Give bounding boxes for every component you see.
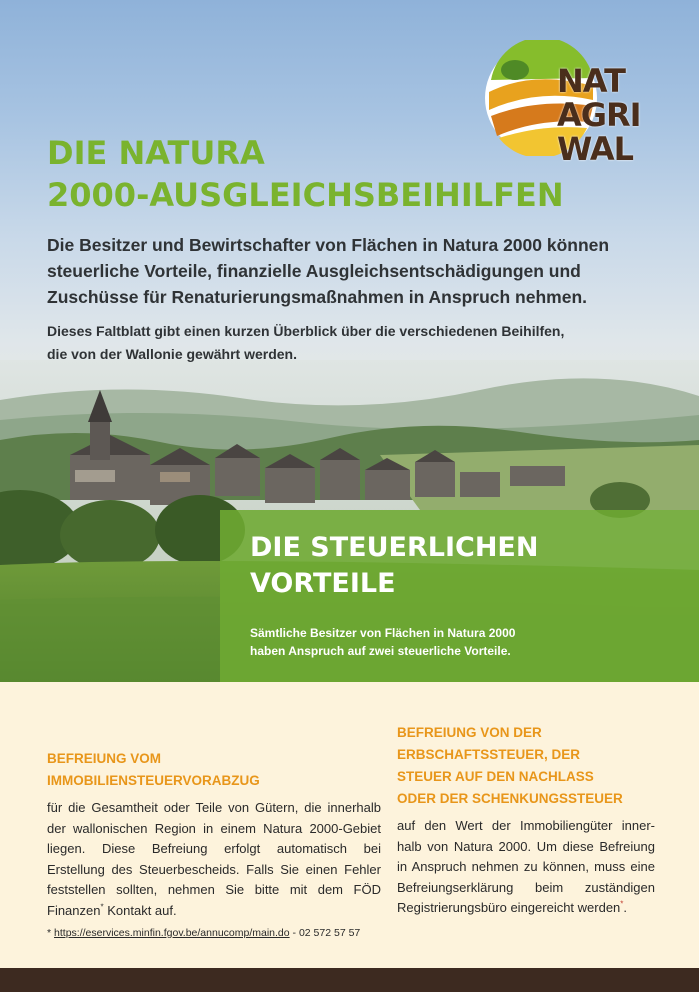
right-head-line-2: ERBSCHAFTSSTEUER, DER [397, 747, 581, 762]
footnote-phone: - 02 572 57 57 [289, 927, 361, 939]
lead-line-2: steuerliche Vorteile, finanzielle Ausgleichsentschädigungen und [47, 261, 581, 281]
left-body-line: Erstellung des Steuerbescheids. Falls Sie einen Fehler [47, 861, 381, 877]
logo-line-1: NAT [557, 62, 625, 100]
property-tax-heading [47, 748, 381, 792]
lead-paragraph [47, 232, 647, 310]
left-head-line-1: BEFREIUNG VOM [47, 751, 162, 766]
right-body-line: in Anspruch nehmen zu können, muss eine [397, 859, 655, 875]
left-body-line: der wallonischen Region in einem Natura 2000-Gebiet [47, 820, 381, 836]
tax-sub-line-2: haben Anspruch auf zwei steuerliche Vorteile. [250, 644, 511, 658]
left-body-text: Kontakt auf. [103, 902, 177, 918]
footer-bar [0, 968, 699, 992]
right-head-line-4: ODER DER SCHENKUNGSSTEUER [397, 791, 623, 806]
tax-sub-line-1: Sämtliche Besitzer von Flächen in Natura 2000 [250, 626, 516, 640]
right-body-text: . [623, 900, 628, 916]
left-head-line-2: IMMOBILIENSTEUERVORABZUG [47, 773, 260, 788]
footnote [47, 927, 360, 939]
inheritance-tax-heading [397, 722, 655, 810]
title-line-2: 2000-AUSGLEICHSBEIHILFEN [47, 176, 564, 214]
tax-benefits-panel [220, 510, 699, 682]
right-body-line: halb von Natura 2000. Um diese Befreiung [397, 838, 655, 854]
right-body-text: Registrierungsbüro eingereicht werden [397, 900, 621, 916]
left-body-line: für die Gesamtheit oder Teile von Gütern, die innerhalb [47, 800, 381, 815]
minfin-link[interactable]: https://eservices.minfin.fgov.be/annucomp/main.do [54, 927, 290, 939]
lead-line-3: Zuschüsse für Renaturierungsmaßnahmen in Anspruch nehmen. [47, 287, 587, 307]
property-tax-exemption [47, 748, 381, 922]
logo-line-2: AGRI [557, 96, 641, 134]
logo-line-3: WAL [557, 130, 634, 168]
right-body-line: auf den Wert der Immobiliengüter inner- [397, 818, 655, 833]
right-body-line: Befreiungserklärung beim zuständigen [397, 879, 655, 895]
intro-line-2: die von der Wallonie gewährt werden. [47, 346, 297, 362]
property-tax-body [47, 798, 381, 922]
footnote-marker: * [100, 902, 104, 912]
inheritance-tax-body [397, 816, 655, 919]
intro-paragraph [47, 320, 647, 366]
tax-benefits-title [250, 530, 538, 602]
lead-line-1: Die Besitzer und Bewirtschafter von Flächen in Natura 2000 können [47, 235, 610, 255]
page-title [47, 132, 607, 216]
left-body-text: Finanzen [47, 902, 101, 918]
left-body-last-line [47, 901, 381, 922]
left-body-line: feststellen sollten, nehmen Sie bitte mit dem FÖD [47, 882, 381, 898]
footnote-star: * [47, 927, 52, 939]
intro-line-1: Dieses Faltblatt gibt einen kurzen Überblick über die verschiedenen Beihilfen, [47, 323, 565, 339]
right-head-line-1: BEFREIUNG VON DER [397, 725, 542, 740]
footnote-marker: * [620, 900, 624, 910]
title-line-1: DIE NATURA [47, 134, 265, 172]
inheritance-tax-exemption [397, 722, 655, 919]
tax-title-line-1: DIE STEUERLICHEN [250, 532, 539, 563]
tax-title-line-2: VORTEILE [250, 568, 396, 599]
right-body-last-line [397, 898, 655, 919]
tax-benefits-subtitle [250, 624, 515, 660]
left-body-line: liegen. Diese Befreiung erfolgt automatisch bei [47, 841, 381, 857]
right-head-line-3: STEUER AUF DEN NACHLASS [397, 769, 594, 784]
